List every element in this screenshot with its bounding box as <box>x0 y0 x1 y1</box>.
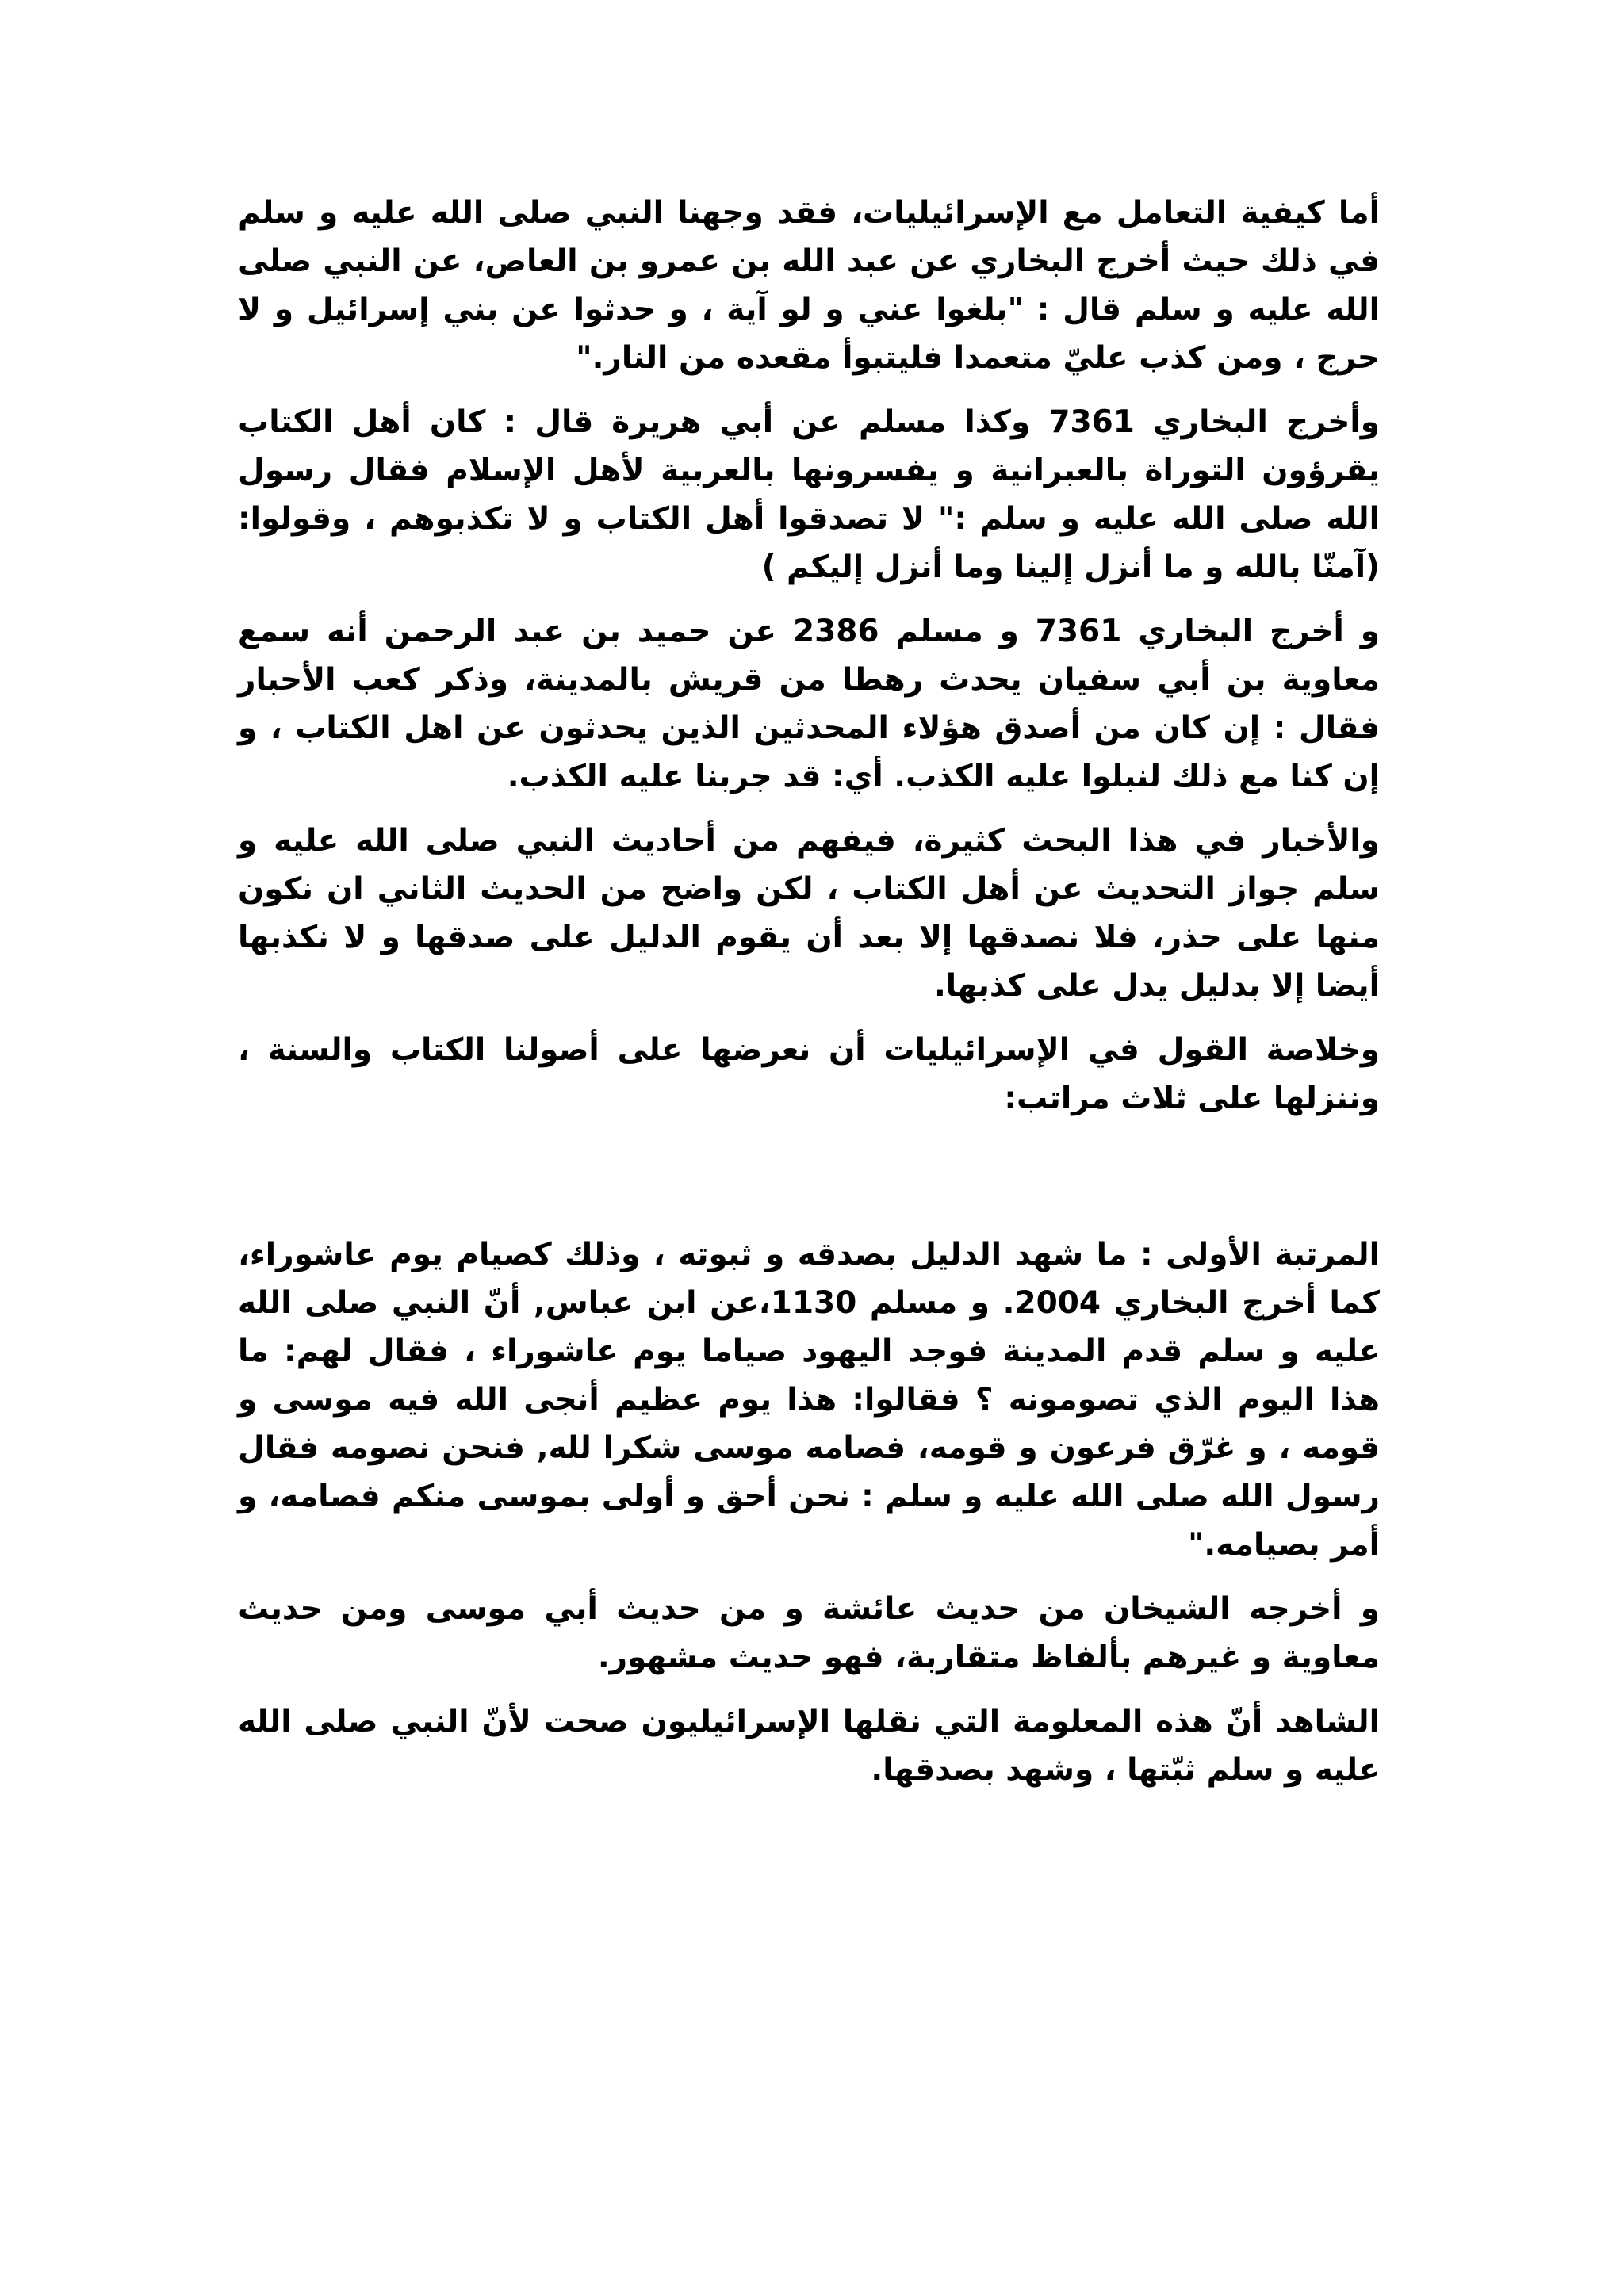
paragraph-reports-conclusion: والأخبار في هذا البحث كثيرة، فيفهم من أحاديث النبي صلى الله عليه و سلم جواز التحديث عن أهل الكتاب ، لكن واضح من الحديث الثاني ان نكون منها على حذر، فلا نصدقها إلا بعد أن يقوم الدليل على صدقها و لا نكذبها أيضا إلا بدليل يدل على كذبها. <box>238 823 1380 1004</box>
document-body <box>238 189 1380 1810</box>
paragraph-bukhari-7361-abu-hurayra: وأخرج البخاري 7361 وكذا مسلم عن أبي هريرة قال : كان أهل الكتاب يقرؤون التوراة بالعبرانية و يفسرونها بالعربية لأهل الإسلام فقال رسول الله صلى الله عليه و سلم :" لا تصدقوا أهل الكتاب و لا تكذبوهم ، وقولوا: (آمنّا بالله و ما أنزل إلينا وما أنزل إليكم ) <box>238 404 1380 585</box>
paragraph-shaykhan-narration: و أخرجه الشيخان من حديث عائشة و من حديث أبي موسى ومن حديث معاوية و غيرهم بألفاظ متقاربة، فهو حديث مشهور. <box>238 1591 1380 1675</box>
paragraph-shahid-conclusion: الشاهد أنّ هذه المعلومة التي نقلها الإسرائيليون صحت لأنّ النبي صلى الله عليه و سلم ثبّتها ، وشهد بصدقها. <box>238 1704 1380 1788</box>
section-gap <box>238 1138 1380 1230</box>
paragraph-first-level-ashura: المرتبة الأولى : ما شهد الدليل بصدقه و ثبوته ، وذلك كصيام يوم عاشوراء، كما أخرج البخاري 2004. و مسلم 1130،عن ابن عباس, أنّ النبي صلى الله عليه و سلم قدم المدينة فوجد اليهود صياما يوم عاشوراء ، فقال لهم: ما هذا اليوم الذي تصومونه ؟ فقالوا: هذا يوم عظيم أنجى الله فيه موسى و قومه ، و غرّق فرعون و قومه، فصامه موسى شكرا لله, فنحن نصومه فقال رسول الله صلى الله عليه و سلم : نحن أحق و أولى بموسى منكم فصامه، و أمر بصيامه." <box>238 1237 1381 1563</box>
paragraph-summary-three-levels: وخلاصة القول في الإسرائيليات أن نعرضها على أصولنا الكتاب والسنة ، وننزلها على ثلاث مراتب: <box>238 1032 1380 1116</box>
paragraph-bukhari-muslim-humayd: و أخرج البخاري 7361 و مسلم 2386 عن حميد بن عبد الرحمن أنه سمع معاوية بن أبي سفيان يحدث رهطا من قريش بالمدينة، وذكر كعب الأحبار فقال : إن كان من أصدق هؤلاء المحدثين الذين يحدثون عن اهل الكتاب ، و إن كنا مع ذلك لنبلوا عليه الكذب. أي: قد جربنا عليه الكذب. <box>238 614 1380 794</box>
paragraph-israiliyyat-handling: أما كيفية التعامل مع الإسرائيليات، فقد وجهنا النبي صلى الله عليه و سلم في ذلك حيث أخرج البخاري عن عبد الله بن عمرو بن العاص، عن النبي صلى الله عليه و سلم قال : "بلغوا عني و لو آية ، و حدثوا عن بني إسرائيل و لا حرج ، ومن كذب عليّ متعمدا فليتبوأ مقعده من النار." <box>238 195 1380 376</box>
